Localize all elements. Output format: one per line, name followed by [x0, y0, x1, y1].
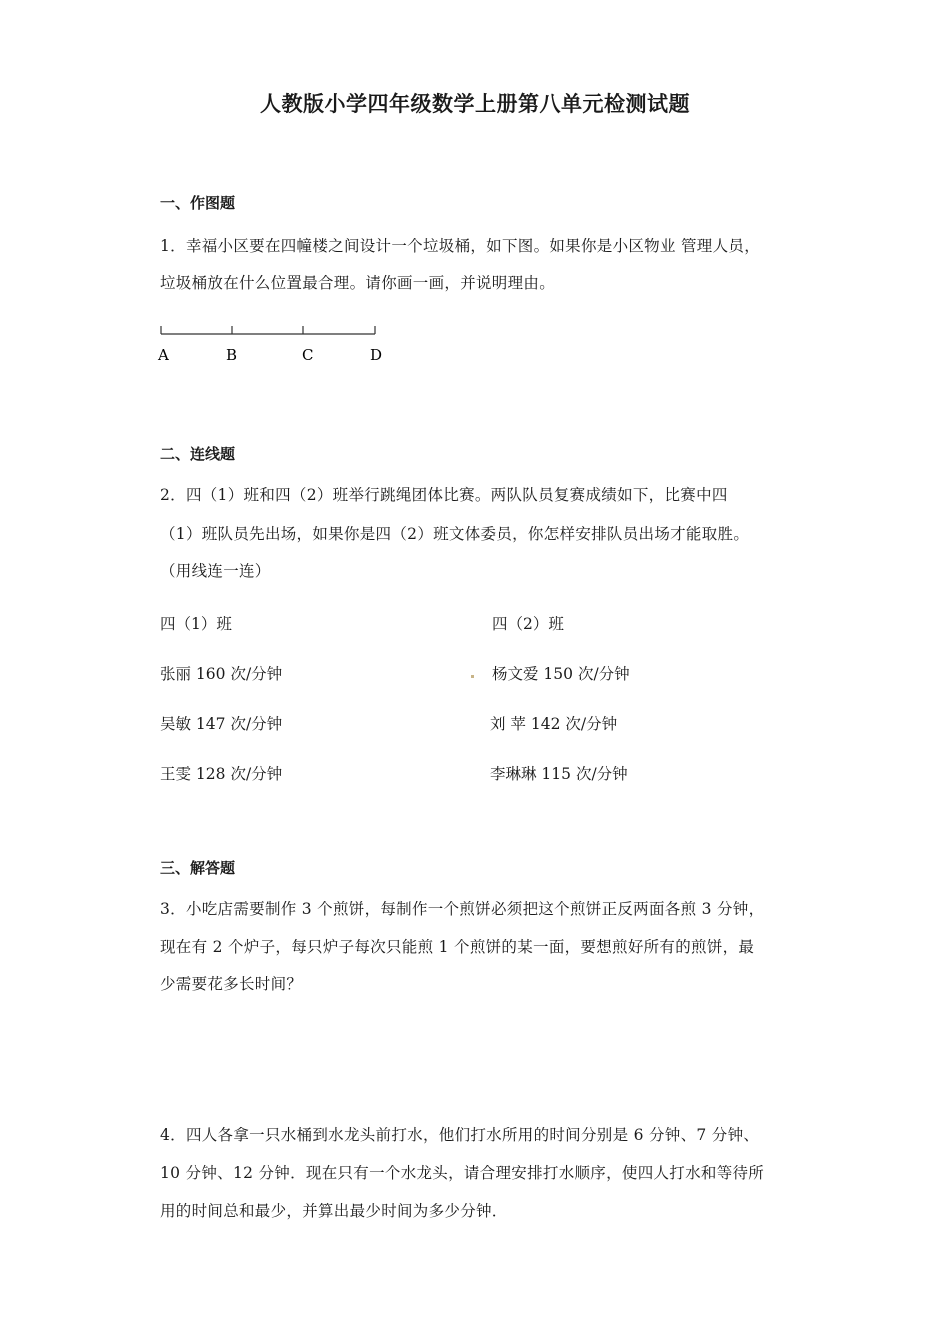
section-heading-word-problems: 三、解答题 [160, 859, 236, 877]
question-4-line-1: 4．四人各拿一只水桶到水龙头前打水，他们打水所用的时间分别是 6 分钟、7 分钟、 [160, 1126, 760, 1144]
team-1-player-2: 吴敏 147 次/分钟 [160, 715, 283, 733]
point-label-a: A [158, 346, 169, 364]
question-2-line-3: （用线连一连） [160, 562, 271, 580]
point-label-b: B [226, 346, 238, 364]
stray-dot [471, 675, 474, 678]
question-2-line-2: （1）班队员先出场，如果你是四（2）班文体委员，你怎样安排队员出场才能取胜。 [160, 525, 750, 543]
team-1-header: 四（1）班 [160, 615, 232, 633]
page-title: 人教版小学四年级数学上册第八单元检测试题 [260, 92, 690, 116]
team-2-player-1: 杨文爱 150 次/分钟 [492, 665, 630, 683]
question-4-line-2: 10 分钟、12 分钟．现在只有一个水龙头，请合理安排打水顺序，使四人打水和等待所 [160, 1164, 765, 1182]
question-3-line-1: 3．小吃店需要制作 3 个煎饼，每制作一个煎饼必须把这个煎饼正反两面各煎 3 分钟， [160, 900, 765, 918]
team-1-player-1: 张丽 160 次/分钟 [160, 665, 283, 683]
question-3-line-3: 少需要花多长时间？ [160, 975, 303, 993]
question-4-line-3: 用的时间总和最少，并算出最少时间为多少分钟． [160, 1202, 508, 1220]
team-2-player-2: 刘 苹 142 次/分钟 [490, 715, 618, 733]
team-2-player-3: 李琳琳 115 次/分钟 [490, 765, 628, 783]
question-3-line-2: 现在有 2 个炉子，每只炉子每次只能煎 1 个煎饼的某一面，要想煎好所有的煎饼，最 [160, 938, 755, 956]
question-1-line-2: 垃圾桶放在什么位置最合理。请你画一画，并说明理由。 [160, 274, 556, 292]
point-label-d: D [370, 346, 383, 364]
point-label-c: C [302, 346, 314, 364]
section-heading-matching: 二、连线题 [160, 445, 236, 463]
question-2-line-1: 2．四（1）班和四（2）班举行跳绳团体比赛。两队队员复赛成绩如下，比赛中四 [160, 486, 728, 504]
point-line-diagram [155, 320, 395, 380]
team-2-header: 四（2）班 [492, 615, 564, 633]
question-1-line-1: 1．幸福小区要在四幢楼之间设计一个垃圾桶，如下图。如果你是小区物业 管理人员， [160, 237, 760, 255]
section-heading-drawing: 一、作图题 [160, 194, 236, 212]
team-1-player-3: 王雯 128 次/分钟 [160, 765, 283, 783]
